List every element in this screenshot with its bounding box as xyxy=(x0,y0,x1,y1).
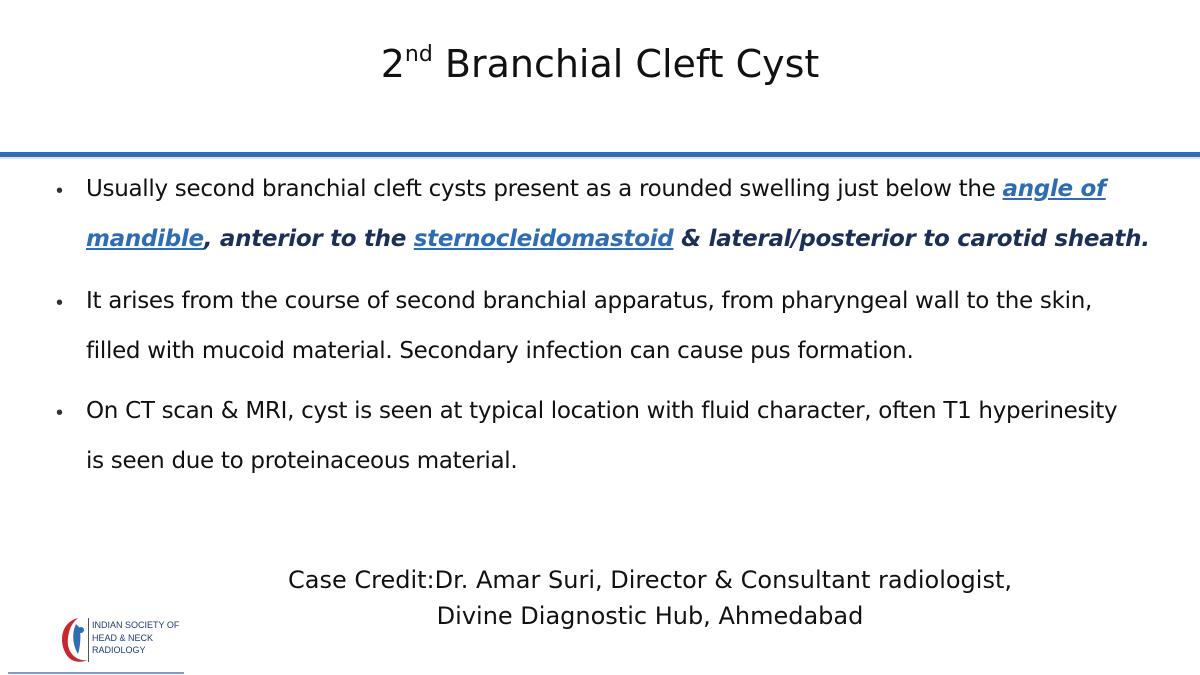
case-credit xyxy=(200,562,1100,634)
bullet-text xyxy=(86,386,1166,486)
bullet-3-line-1: On CT scan & MRI, cyst is seen at typical location with fluid character, often T1 hyperinesity xyxy=(86,398,1118,424)
bullet-icon: • xyxy=(56,180,64,202)
society-logo xyxy=(8,612,184,674)
slide-title xyxy=(0,42,1200,86)
bullet-1-emphasis: , anterior to the xyxy=(203,226,414,252)
logo-line-1: INDIAN SOCIETY OF xyxy=(92,620,180,630)
title-number: 2 xyxy=(380,42,405,86)
logo-text xyxy=(92,619,179,657)
sternocleidomastoid-link[interactable]: sternocleidomastoid xyxy=(413,226,674,252)
logo-divider xyxy=(88,618,89,662)
bullet-3-line-2: is seen due to proteinaceous material. xyxy=(86,448,518,474)
bullet-2-line-2: filled with mucoid material. Secondary infection can cause pus formation. xyxy=(86,338,914,364)
title-text: Branchial Cleft Cyst xyxy=(432,42,820,86)
title-divider-shadow xyxy=(0,157,1200,159)
bullet-2-line-1: It arises from the course of second branchial apparatus, from pharyngeal wall to the skin, xyxy=(86,288,1092,314)
logo-line-3: RADIOLOGY xyxy=(92,645,146,655)
logo-line-2: HEAD & NECK xyxy=(92,632,154,643)
bullet-text xyxy=(86,164,1166,264)
bullet-text xyxy=(86,276,1166,376)
bullet-icon: • xyxy=(56,292,64,314)
bullet-1-emphasis-end: & lateral/posterior to carotid sheath. xyxy=(673,226,1150,252)
case-credit-line-2: Divine Diagnostic Hub, Ahmedabad xyxy=(436,602,864,630)
title-superscript: nd xyxy=(404,42,433,67)
case-credit-line-1: Case Credit:Dr. Amar Suri, Director & Consultant radiologist, xyxy=(287,566,1012,594)
bullet-1-text: Usually second branchial cleft cysts present as a rounded swelling just below the xyxy=(86,176,1003,202)
angle-of-mandible-link[interactable]: angle of mandible xyxy=(86,176,1106,252)
bullet-icon: • xyxy=(56,402,64,424)
